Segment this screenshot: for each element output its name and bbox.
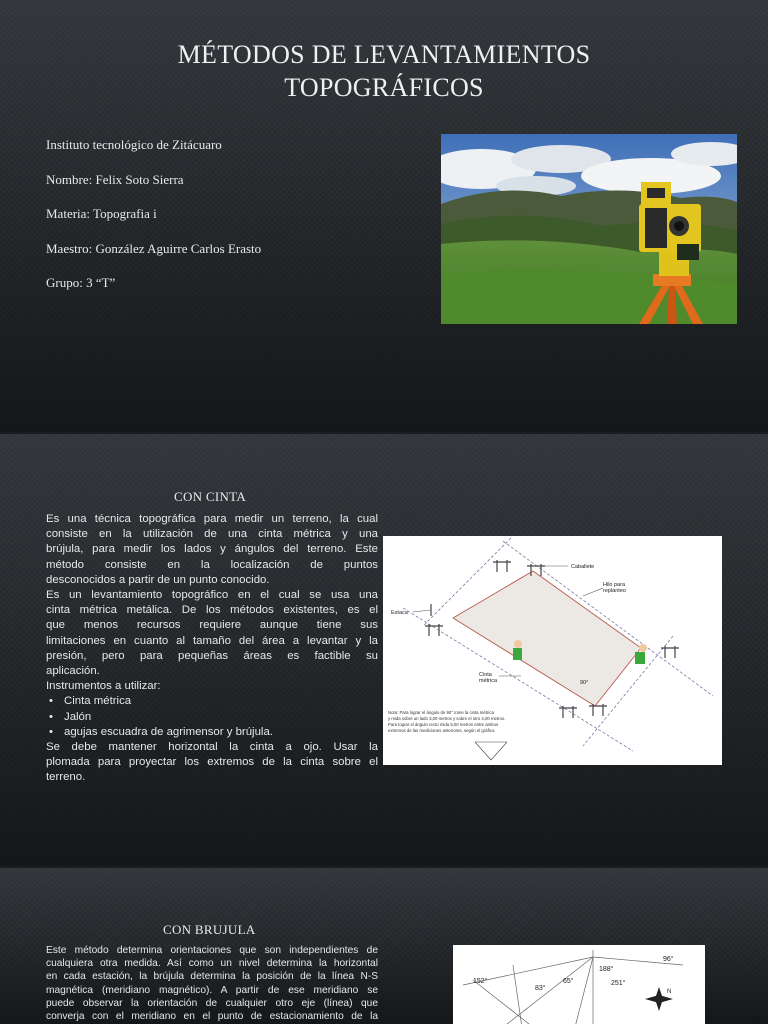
- label-cinta-2: métrica: [479, 678, 498, 684]
- slide-con-cinta: [0, 434, 768, 866]
- bearing-83: 83°: [535, 985, 546, 992]
- bullet-text: Cinta métrica: [64, 695, 132, 708]
- north-arrow-icon: [645, 987, 673, 1011]
- body-line: consiste en la utilización de una cinta métrica y una: [46, 528, 378, 541]
- label-hilo: Hilo para: [603, 582, 626, 588]
- bearing-96: 96°: [663, 956, 674, 963]
- con-cinta-body: [46, 512, 378, 786]
- slide-title: [0, 0, 768, 432]
- subject-text: Materia: Topografia i: [46, 206, 157, 221]
- body-line: en cada estación, la brújula determina la posición de la línea N-S: [46, 971, 378, 983]
- note-line-1: Nota: Para lograr el ángulo de 90° tome la cinta métrica: [388, 710, 494, 715]
- bullet-dot-icon: •: [49, 710, 53, 723]
- bearing-152: 152°: [473, 978, 488, 985]
- slide-con-brujula: [0, 868, 768, 1024]
- body-line: plomada para proyectar los extremos de la cinta sobre el: [46, 756, 378, 769]
- body-line: método consiste en la localización de puntos: [46, 558, 378, 571]
- title-line-2: TOPOGRÁFICOS: [284, 73, 484, 102]
- bullet-item: [46, 710, 378, 725]
- label-estaca: Estaca: [391, 610, 408, 616]
- bearing-251: 251°: [611, 980, 626, 987]
- body-line: Se debe mantener horizontal la cinta a ojo. Usar la: [46, 741, 378, 754]
- body-line: que menos recursos requiere aunque tiene sus: [46, 619, 378, 632]
- note-line-4: extremos de las mediciones anteriores, según el gráfico.: [388, 728, 496, 733]
- title-line-1: MÉTODOS DE LEVANTAMIENTOS: [177, 40, 591, 69]
- body-line: presión, pero para pequeñas áreas es factible su: [46, 649, 378, 662]
- name-text: Nombre: Felix Soto Sierra: [46, 171, 184, 187]
- body-line: cinta métrica metálica. De los métodos existentes, es el: [46, 604, 378, 617]
- label-cinta: Cinta: [479, 672, 492, 678]
- body-line: brújula, para medir los lados y ángulos del terreno. Este: [46, 543, 378, 556]
- total-station-photo: [441, 134, 737, 324]
- bullet-dot-icon: •: [49, 695, 53, 708]
- compass-traverse-diagram: [453, 945, 705, 1024]
- label-angle: 90°: [580, 680, 589, 686]
- body-line: Instrumentos a utilizar:: [46, 680, 161, 693]
- slide-title-heading: [0, 38, 768, 104]
- bullet-item: [46, 725, 378, 740]
- bullet-item: [46, 694, 378, 709]
- author-info: [46, 137, 261, 310]
- body-line: magnética (meridiano magnético). A partir de ese meridiano se: [46, 984, 378, 996]
- body-line: limitaciones en cuanto al tamaño del área a levantar y la: [46, 634, 378, 647]
- body-line: Es una técnica topográfica para medir un terreno, la cual: [46, 513, 378, 525]
- body-line: desconocidos a partir de un punto conocido.: [46, 573, 270, 586]
- body-line: terreno.: [46, 771, 86, 784]
- bullet-text: agujas escuadra de agrimensor y brújula.: [64, 725, 273, 738]
- group-text: Grupo: 3 “T”: [46, 275, 116, 290]
- north-label: N: [667, 989, 672, 995]
- body-line: cualquiera otra medida. Así como un nivel determina la horizontal: [46, 958, 378, 970]
- label-caballete: Caballete: [571, 564, 595, 570]
- con-brujula-body: [46, 944, 378, 1023]
- bullet-text: Jalón: [64, 710, 92, 723]
- section-title-con-brujula: CON BRUJULA: [163, 922, 256, 937]
- institute-text: Instituto tecnológico de Zitácuaro: [46, 137, 222, 152]
- body-line: Este método determina orientaciones que son independientes de: [46, 945, 378, 956]
- bearing-65: 65°: [563, 978, 574, 985]
- section-title-con-cinta: CON CINTA: [174, 489, 247, 504]
- note-line-2: y mida sobre un lado 3,00 metros y sobre el otro 4,00 metros.: [388, 716, 506, 721]
- body-line: aplicación.: [46, 665, 100, 678]
- note-line-3: Para lograr el ángulo recto mida 5,00 metros entre ambos: [388, 722, 499, 727]
- teacher-text: Maestro: González Aguirre Carlos Erasto: [46, 240, 262, 256]
- tape-survey-diagram: [383, 536, 722, 765]
- bearing-188: 188°: [599, 966, 614, 973]
- body-line: puede observar la orientación de cualquier otro eje (línea) que: [46, 997, 378, 1009]
- label-hilo-2: replanteo: [603, 588, 626, 594]
- bullet-dot-icon: •: [49, 725, 53, 738]
- body-line: Es un levantamiento topográfico en el cual se usa una: [46, 589, 378, 602]
- body-line: converja con el meridiano en el punto de estacionamiento de la: [46, 1011, 378, 1023]
